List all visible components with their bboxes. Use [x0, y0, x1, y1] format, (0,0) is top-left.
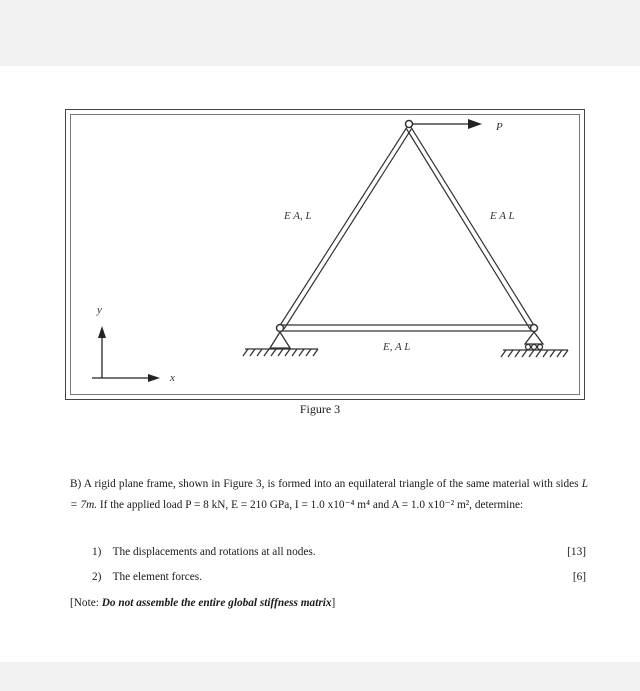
- note-text: Do not assemble the entire global stiffness matrix: [101, 597, 332, 609]
- modulus-value: E = 210 GPa,: [231, 499, 293, 511]
- load-value: P = 8 kN,: [185, 499, 229, 511]
- left-pin-support: [243, 332, 318, 356]
- right-roller-support: [501, 332, 568, 357]
- area-value: A = 1.0 x10⁻² m²,: [391, 499, 472, 511]
- left-member-label: E A, L: [284, 210, 312, 222]
- right-node: [531, 325, 538, 332]
- question-text: [70, 474, 588, 516]
- y-axis-label: y: [97, 304, 102, 316]
- intro-text: A rigid plane frame, shown in Figure 3, is formed into an equilateral triangle of the same material with sides: [83, 478, 579, 490]
- left-member: [279, 124, 409, 327]
- item-number: 2): [92, 571, 102, 583]
- item-marks: [6]: [572, 571, 586, 583]
- right-member-label: E A L: [490, 210, 515, 222]
- top-node: [406, 121, 413, 128]
- axes: [92, 326, 160, 382]
- note-suffix: ]: [331, 597, 336, 609]
- and-text: and: [372, 499, 390, 511]
- question-item-1: [92, 546, 586, 558]
- load-arrow: [412, 119, 482, 129]
- question-item-2: [92, 571, 586, 583]
- item-text: The displacements and rotations at all nodes.: [112, 546, 316, 558]
- inertia-value: I = 1.0 x10⁻⁴ m⁴: [294, 499, 371, 511]
- part-label: B): [70, 478, 82, 490]
- sides-value: L = 7m.: [70, 478, 588, 511]
- x-axis-label: x: [170, 372, 175, 384]
- left-node: [277, 325, 284, 332]
- figure-caption: Figure 3: [299, 402, 341, 416]
- note: [70, 597, 335, 609]
- bottom-member-label: E, A L: [383, 341, 411, 353]
- item-number: 1): [92, 546, 102, 558]
- determine-text: determine:: [474, 499, 524, 511]
- note-prefix: [Note:: [70, 597, 99, 609]
- item-text: The element forces.: [112, 571, 203, 583]
- load-text: If the applied load: [99, 499, 183, 511]
- right-member: [409, 124, 535, 327]
- item-marks: [13]: [567, 546, 586, 558]
- load-label: P: [496, 121, 503, 133]
